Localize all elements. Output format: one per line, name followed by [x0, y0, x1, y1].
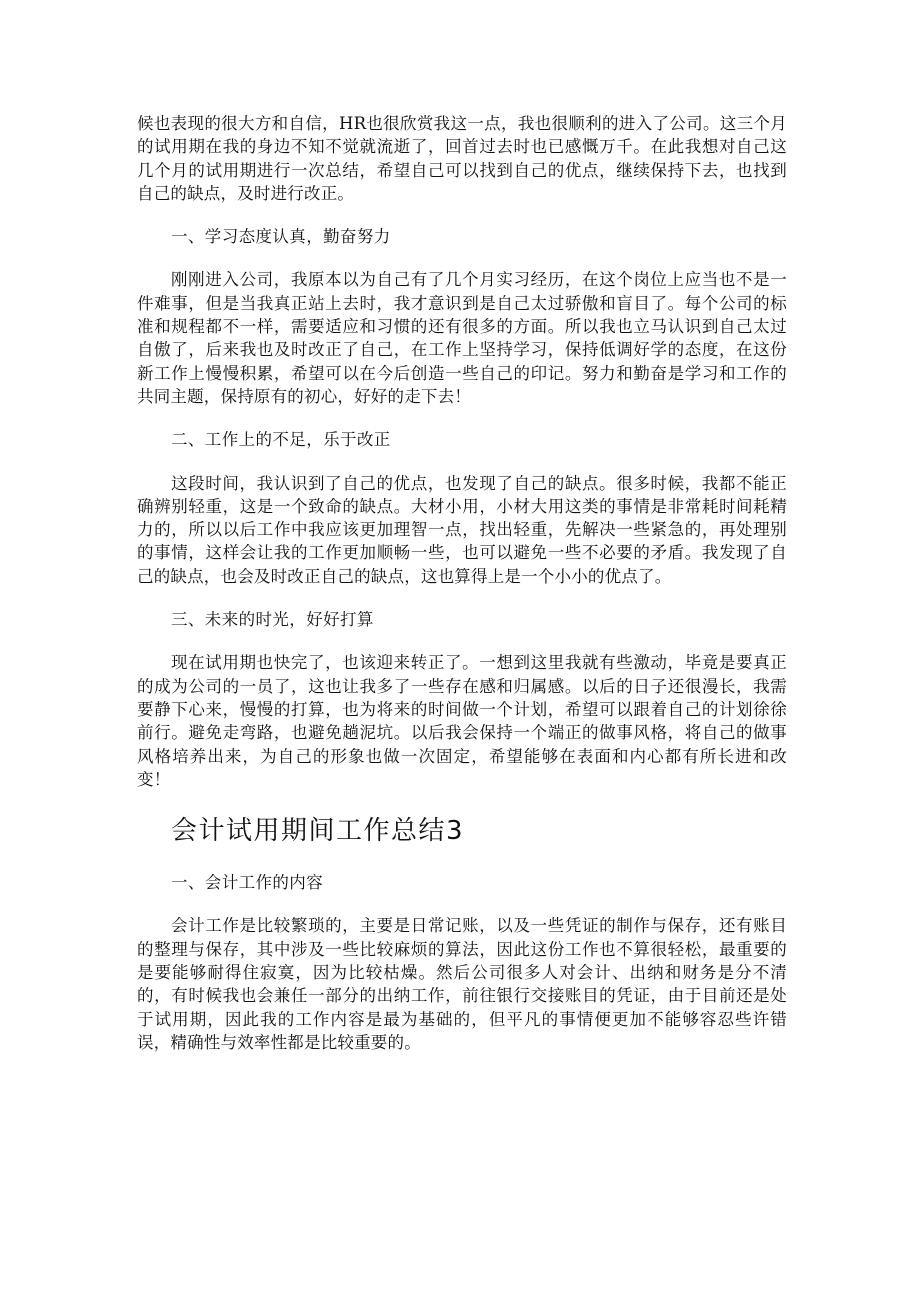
- intro-paragraph: 候也表现的很大方和自信，HR也很欣赏我这一点，我也很顺利的进入了公司。这三个月的试用期在我的身边不知不觉就流逝了，回首过去时也已感慨万千。在此我想对自己这几个月的试用期进行一次总结，希望自己可以找到自己的优点，继续保持下去，也找到自己的缺点，及时进行改正。: [137, 114, 787, 203]
- heading-accounting-content: 一、会计工作的内容: [171, 873, 324, 893]
- paragraph-accounting-content: 会计工作是比较繁琐的，主要是日常记账，以及一些凭证的制作与保存，还有账目的整理与保存，其中涉及一些比较麻烦的算法，因此这份工作也不算很轻松，最重要的是要能够耐得住寂寞，因为比较枯燥。然后公司很多人对会计、出纳和财务是分不清的，有时候我也会兼任一部分的出纳工作，前往银行交接账目的凭证，由于目前还是处于试用期，因此我的工作内容是最为基础的，但平凡的事情便更加不能够容忍些许错误，精确性与效率性都是比较重要的。: [137, 916, 787, 1052]
- spacer: [137, 248, 787, 268]
- spacer: [137, 408, 787, 428]
- spacer: [137, 791, 787, 814]
- paragraph-shortcomings: 这段时间，我认识到了自己的优点，也发现了自己的缺点。很多时候，我都不能正确辨别轻重，这是一个致命的缺点。大材小用，小材大用这类的事情是非常耗时间耗精力的，所以以后工作中我应该更加理智一点，找出轻重，先解决一些紧急的，再处理别的事情，这样会让我的工作更加顺畅一些，也可以避免一些不必要的矛盾。我发现了自己的缺点，也会及时改正自己的缺点，这也算得上是一个小小的优点了。: [137, 473, 787, 586]
- spacer: [137, 452, 787, 472]
- heading-study-attitude: 一、学习态度认真，勤奋努力: [171, 227, 391, 247]
- spacer: [137, 848, 787, 871]
- spacer: [137, 894, 787, 914]
- spacer: [137, 631, 787, 651]
- heading-shortcomings: 二、工作上的不足，乐于改正: [171, 430, 391, 450]
- paragraph-study-attitude: 刚刚进入公司，我原本以为自己有了几个月实习经历，在这个岗位上应当也不是一件难事，但是当我真正站上去时，我才意识到是自己太过骄傲和盲目了。每个公司的标准和规程都不一样，需要适应和习惯的还有很多的方面。所以我也立马认识到自己太过自傲了，后来我也及时改正了自己，在工作上坚持学习，保持低调好学的态度，在这份新工作上慢慢积累，希望可以在今后创造一些自己的印记。努力和勤奋是学习和工作的共同主题，保持原有的初心，好好的走下去！: [137, 270, 787, 406]
- spacer: [137, 205, 787, 225]
- spacer: [137, 588, 787, 608]
- heading-future-plans: 三、未来的时光，好好打算: [171, 610, 374, 630]
- paragraph-future-plans: 现在试用期也快完了，也该迎来转正了。一想到这里我就有些激动，毕竟是要真正的成为公司的一员了，这也让我多了一些存在感和归属感。以后的日子还很漫长，我需要静下心来，慢慢的打算，也为将来的时间做一个计划，希望可以跟着自己的计划徐徐前行。避免走弯路，也避免趟泥坑。以后我会保持一个端正的做事风格，将自己的做事风格培养出来，为自己的形象也做一次固定，希望能够在表面和内心都有所长进和改变！: [137, 653, 787, 789]
- section-title: 会计试用期间工作总结3: [171, 816, 465, 847]
- document-page: [137, 112, 787, 1054]
